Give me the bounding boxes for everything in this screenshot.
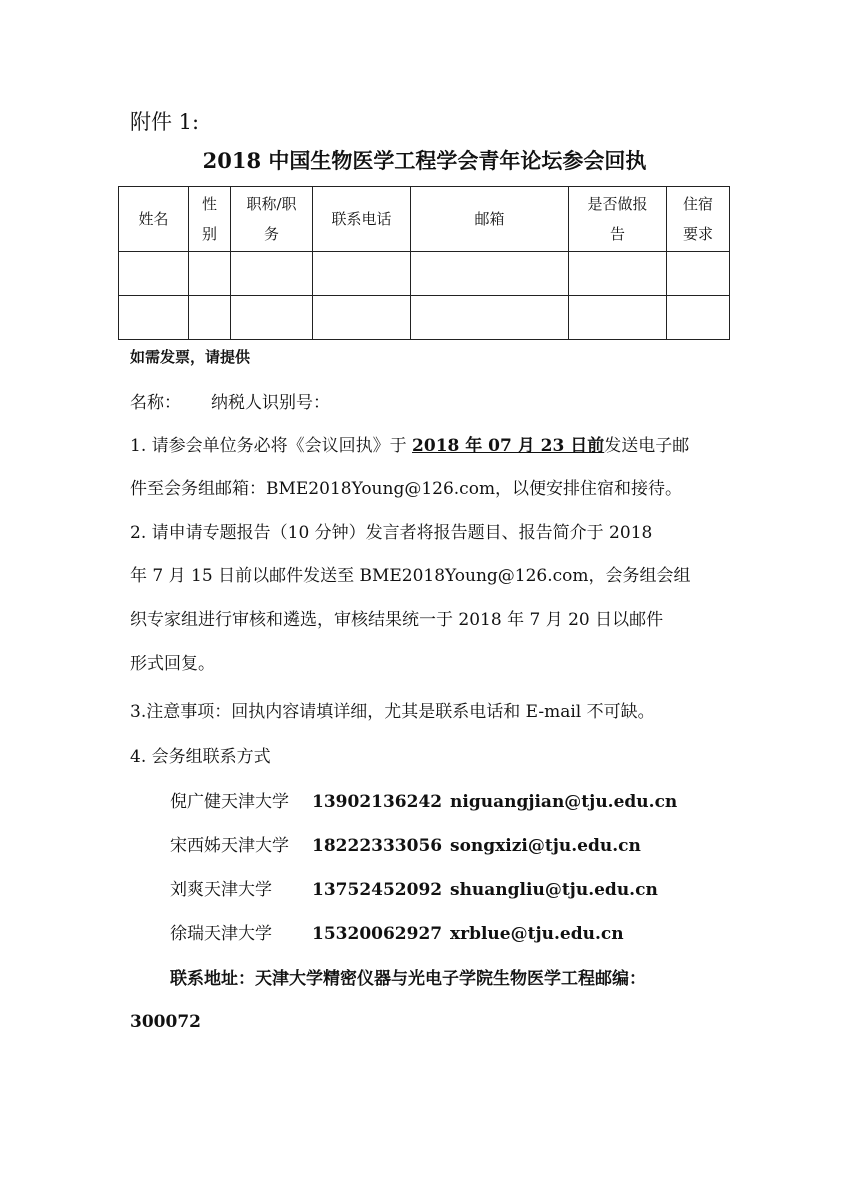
contact-phone: 13902136242 [312, 792, 443, 812]
contact-phone: 18222333056 [312, 836, 443, 856]
table-cell[interactable] [231, 296, 313, 340]
note-2-line-3: 织专家组进行审核和遴选，审核结果统一于 2018 年 7 月 20 日以邮件 [130, 610, 664, 630]
header-email: 邮箱 [411, 187, 569, 252]
header-gender: 性 别 [189, 187, 231, 252]
table-cell[interactable] [411, 296, 569, 340]
header-phone: 联系电话 [313, 187, 411, 252]
page-title: 2018 中国生物医学工程学会青年论坛参会回执 [202, 148, 647, 173]
table-cell[interactable] [189, 252, 231, 296]
contact-address: 联系地址：天津大学精密仪器与光电子学院生物医学工程邮编： [170, 969, 646, 989]
invoice-tax-id-label: 纳税人识别号： [211, 393, 330, 413]
table-cell[interactable] [667, 252, 730, 296]
contact-email[interactable]: shuangliu@tju.edu.cn [450, 880, 658, 900]
contact-name: 倪广健天津大学 [170, 792, 289, 812]
table-cell[interactable] [231, 252, 313, 296]
table-cell[interactable] [667, 296, 730, 340]
note-1-line-2: 件至会务组邮箱：BME2018Young@126.com，以便安排住宿和接待。 [130, 479, 683, 499]
table-cell[interactable] [569, 296, 667, 340]
invoice-note: 如需发票，请提供 [130, 348, 251, 366]
attachment-label: 附件 1: [130, 110, 200, 134]
note-2-line-1: 2. 请申请专题报告（10 分钟）发言者将报告题目、报告简介于 2018 [130, 523, 653, 543]
contact-email[interactable]: xrblue@tju.edu.cn [450, 924, 624, 944]
contact-email[interactable]: niguangjian@tju.edu.cn [450, 792, 678, 812]
contact-row [170, 919, 624, 944]
note-2-line-2: 年 7 月 15 日前以邮件发送至 BME2018Young@126.com，会务组会组 [130, 566, 691, 586]
header-name: 姓名 [119, 187, 189, 252]
table-row [119, 252, 730, 296]
header-report: 是否做报 告 [569, 187, 667, 252]
note-text: 1. 请参会单位务必将《会议回执》于 [130, 436, 413, 456]
table-cell[interactable] [313, 252, 411, 296]
note-1-line-1 [130, 431, 689, 456]
contact-phone: 13752452092 [312, 880, 443, 900]
contact-name: 宋西姊天津大学 [170, 836, 289, 856]
note-4-heading: 4. 会务组联系方式 [130, 747, 271, 767]
table-cell[interactable] [411, 252, 569, 296]
contact-row [170, 787, 677, 812]
invoice-name-label: 名称： [130, 393, 181, 413]
contact-email[interactable]: songxizi@tju.edu.cn [450, 836, 641, 856]
header-title: 职称/职 务 [231, 187, 313, 252]
note-2-line-4: 形式回复。 [130, 654, 215, 674]
contact-name: 刘爽天津大学 [170, 880, 272, 900]
table-header-row [119, 187, 730, 252]
registration-table [118, 186, 730, 340]
note-text: 发送电子邮 [604, 436, 690, 456]
header-lodging: 住宿 要求 [667, 187, 730, 252]
contact-phone: 15320062927 [312, 924, 443, 944]
contact-row [170, 875, 658, 900]
contact-name: 徐瑞天津大学 [170, 924, 272, 944]
table-cell[interactable] [569, 252, 667, 296]
zip-code: 300072 [130, 1012, 201, 1032]
table-cell[interactable] [119, 252, 189, 296]
table-row [119, 296, 730, 340]
note-3: 3.注意事项：回执内容请填详细，尤其是联系电话和 E-mail 不可缺。 [130, 702, 655, 722]
table-cell[interactable] [119, 296, 189, 340]
contact-row [170, 831, 641, 856]
table-cell[interactable] [313, 296, 411, 340]
deadline-date: 2018 年 07 月 23 日前 [412, 436, 605, 456]
table-cell[interactable] [189, 296, 231, 340]
invoice-fields [130, 388, 330, 413]
